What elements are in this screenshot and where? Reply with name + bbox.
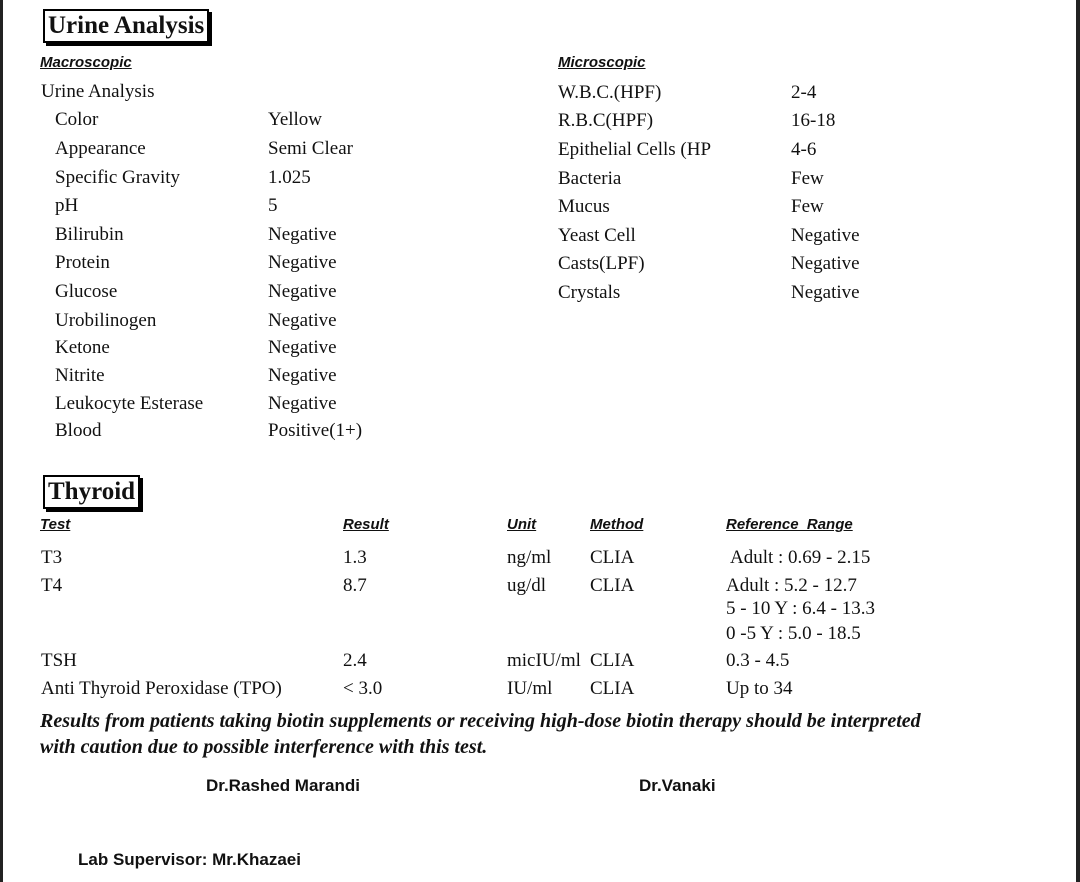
- macro-label: Nitrite: [55, 365, 105, 386]
- macro-group-label: Urine Analysis: [41, 81, 155, 102]
- micro-label: Yeast Cell: [558, 225, 636, 246]
- micro-label: W.B.C.(HPF): [558, 82, 662, 103]
- micro-value: Negative: [791, 282, 860, 303]
- doctor-signature-2: Dr.Vanaki: [639, 776, 716, 795]
- macro-value: Negative: [268, 365, 337, 386]
- col-header-reference: Reference Range: [726, 516, 853, 533]
- right-border: [1076, 0, 1080, 882]
- test-unit: ng/ml: [507, 547, 552, 568]
- macro-value: Semi Clear: [268, 138, 353, 159]
- lab-supervisor: Lab Supervisor: Mr.Khazaei: [78, 850, 301, 869]
- macro-label: Leukocyte Esterase: [55, 393, 204, 414]
- macro-value: Negative: [268, 252, 337, 273]
- test-reference: 0.3 - 4.5: [726, 650, 790, 671]
- macro-value: Negative: [268, 393, 337, 414]
- col-header-method: Method: [590, 516, 644, 533]
- macro-label: Color: [55, 109, 99, 130]
- doctor-signature-1: Dr.Rashed Marandi: [206, 776, 360, 795]
- test-name: Anti Thyroid Peroxidase (TPO): [41, 678, 282, 699]
- test-method: CLIA: [590, 575, 635, 596]
- macro-value: 5: [268, 195, 278, 216]
- macro-label: Urobilinogen: [55, 310, 157, 331]
- test-result: 8.7: [343, 575, 367, 596]
- col-header-unit: Unit: [507, 516, 537, 533]
- macro-label: Specific Gravity: [55, 167, 181, 188]
- micro-label: Epithelial Cells (HP: [558, 139, 712, 160]
- micro-value: Negative: [791, 253, 860, 274]
- test-reference: 0 -5 Y : 5.0 - 18.5: [726, 623, 861, 644]
- test-unit: ug/dl: [507, 575, 547, 596]
- macro-value: Negative: [268, 224, 337, 245]
- micro-value: Few: [791, 168, 824, 189]
- test-reference: Up to 34: [726, 678, 793, 699]
- micro-value: 16-18: [791, 110, 836, 131]
- test-method: CLIA: [590, 678, 635, 699]
- micro-label: Casts(LPF): [558, 253, 645, 274]
- test-method: CLIA: [590, 547, 635, 568]
- macro-value: Positive(1+): [268, 420, 363, 441]
- macro-value: Negative: [268, 337, 337, 358]
- micro-label: Bacteria: [558, 168, 622, 189]
- macro-value: Negative: [268, 310, 337, 331]
- urine-section-title: Urine Analysis: [43, 9, 209, 43]
- macro-label: Appearance: [55, 138, 146, 159]
- micro-label: Crystals: [558, 282, 621, 303]
- micro-value: Negative: [791, 225, 860, 246]
- micro-label: R.B.C(HPF): [558, 110, 654, 131]
- macro-label: pH: [55, 195, 79, 216]
- col-header-result: Result: [343, 516, 389, 533]
- macro-value: Yellow: [268, 109, 323, 130]
- test-result: 1.3: [343, 547, 367, 568]
- test-name: T3: [41, 547, 63, 568]
- test-name: T4: [41, 575, 63, 596]
- macro-label: Glucose: [55, 281, 118, 302]
- macro-label: Blood: [55, 420, 102, 441]
- micro-label: Mucus: [558, 196, 610, 217]
- macro-label: Protein: [55, 252, 110, 273]
- micro-value: 4-6: [791, 139, 817, 160]
- test-result: 2.4: [343, 650, 367, 671]
- test-reference: 5 - 10 Y : 6.4 - 13.3: [726, 598, 875, 619]
- test-reference: Adult : 5.2 - 12.7: [726, 575, 857, 596]
- test-result: < 3.0: [343, 678, 383, 699]
- test-reference: Adult : 0.69 - 2.15: [730, 547, 871, 568]
- thyroid-section-title: Thyroid: [43, 475, 140, 509]
- col-header-test: Test: [40, 516, 71, 533]
- microscopic-heading: Microscopic: [558, 54, 646, 71]
- micro-value: 2-4: [791, 82, 817, 103]
- test-method: CLIA: [590, 650, 635, 671]
- macroscopic-heading: Macroscopic: [40, 54, 132, 71]
- test-unit: micIU/ml: [507, 650, 581, 671]
- test-unit: IU/ml: [507, 678, 553, 699]
- macro-label: Bilirubin: [55, 224, 124, 245]
- test-name: TSH: [41, 650, 77, 671]
- macro-value: Negative: [268, 281, 337, 302]
- macro-value: 1.025: [268, 167, 311, 188]
- biotin-note: Results from patients taking biotin supplements or receiving high-dose biotin therapy should be interpreted with caution due to possible interference with this test.: [40, 710, 921, 758]
- micro-value: Few: [791, 196, 824, 217]
- left-border: [0, 0, 3, 882]
- macro-label: Ketone: [55, 337, 110, 358]
